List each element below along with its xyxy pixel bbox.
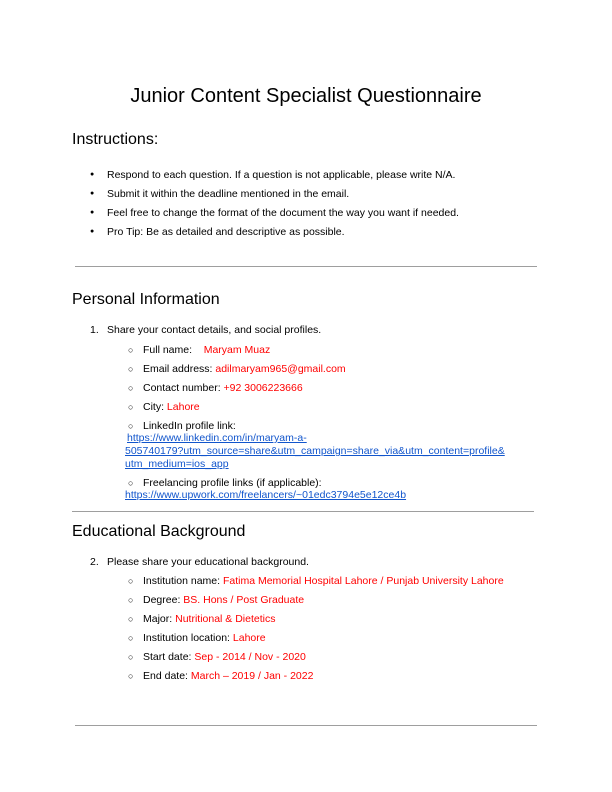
field-label: Email address: <box>143 363 213 375</box>
field-label: Institution name: <box>143 575 221 587</box>
list-item: ● Respond to each question. If a question is not applicable, please write N/A. <box>90 168 459 187</box>
field-label: Institution location: <box>143 632 230 644</box>
field-value: Maryam Muaz <box>203 344 271 356</box>
field-value: +92 3006223666 <box>223 382 303 394</box>
field-label: Major: <box>143 613 173 625</box>
circle-bullet-icon: ○ <box>128 345 134 355</box>
linkedin-link-line-1[interactable]: https://www.linkedin.com/in/maryam-a- <box>127 432 307 444</box>
circle-bullet-icon: ○ <box>128 364 134 374</box>
question-1 <box>90 323 321 337</box>
divider <box>75 266 537 267</box>
circle-bullet-icon: ○ <box>128 383 134 393</box>
instructions-list <box>90 168 459 244</box>
field-label: Start date: <box>143 651 192 663</box>
personal-info-heading: Personal Information <box>72 291 220 308</box>
field-label: Full name: <box>143 344 193 356</box>
field-value: Lahore <box>232 632 266 644</box>
field-value: adilmaryam965@gmail.com <box>215 363 346 375</box>
circle-bullet-icon: ○ <box>128 478 134 488</box>
circle-bullet-icon: ○ <box>128 633 134 643</box>
field-value: BS. Hons / Post Graduate <box>183 594 305 606</box>
linkedin-link-line-3[interactable]: utm_medium=ios_app <box>125 458 229 470</box>
circle-bullet-icon: ○ <box>128 652 134 662</box>
list-item: ● Feel free to change the format of the document the way you want if needed. <box>90 206 459 225</box>
divider <box>72 511 534 512</box>
upwork-link[interactable]: https://www.upwork.com/freelancers/~01edc3794e5e12ce4b <box>125 489 407 501</box>
education-heading: Educational Background <box>72 523 246 540</box>
question-number: 2. <box>90 556 99 568</box>
field-label: Freelancing profile links (if applicable): <box>143 477 322 489</box>
question-text: Share your contact details, and social profiles. <box>107 324 322 336</box>
instructions-heading: Instructions: <box>72 131 159 148</box>
field-label: End date: <box>143 670 188 682</box>
circle-bullet-icon: ○ <box>128 671 134 681</box>
circle-bullet-icon: ○ <box>128 402 134 412</box>
circle-bullet-icon: ○ <box>128 595 134 605</box>
list-item: ● Submit it within the deadline mentioned in the email. <box>90 187 459 206</box>
field-label: Contact number: <box>143 382 221 394</box>
question-text: Please share your educational background. <box>107 556 309 568</box>
question-number: 1. <box>90 324 99 336</box>
linkedin-link-line-2[interactable]: 505740179?utm_source=share&utm_campaign=share_via&utm_content=profile& <box>125 445 505 457</box>
list-item: ● Pro Tip: Be as detailed and descriptive as possible. <box>90 225 459 244</box>
circle-bullet-icon: ○ <box>128 421 134 431</box>
field-value: Nutritional & Dietetics <box>175 613 276 625</box>
circle-bullet-icon: ○ <box>128 576 134 586</box>
document-title: Junior Content Specialist Questionnaire <box>130 85 482 107</box>
field-label: Degree: <box>143 594 181 606</box>
question-2 <box>90 555 309 569</box>
field-value: March – 2019 / Jan - 2022 <box>190 670 314 682</box>
field-label: City: <box>143 401 164 413</box>
field-value: Lahore <box>166 401 200 413</box>
divider <box>75 725 537 726</box>
field-value: Sep - 2014 / Nov - 2020 <box>194 651 306 663</box>
field-label: LinkedIn profile link: <box>143 420 236 432</box>
field-value: Fatima Memorial Hospital Lahore / Punjab University Lahore <box>222 575 504 587</box>
circle-bullet-icon: ○ <box>128 614 134 624</box>
